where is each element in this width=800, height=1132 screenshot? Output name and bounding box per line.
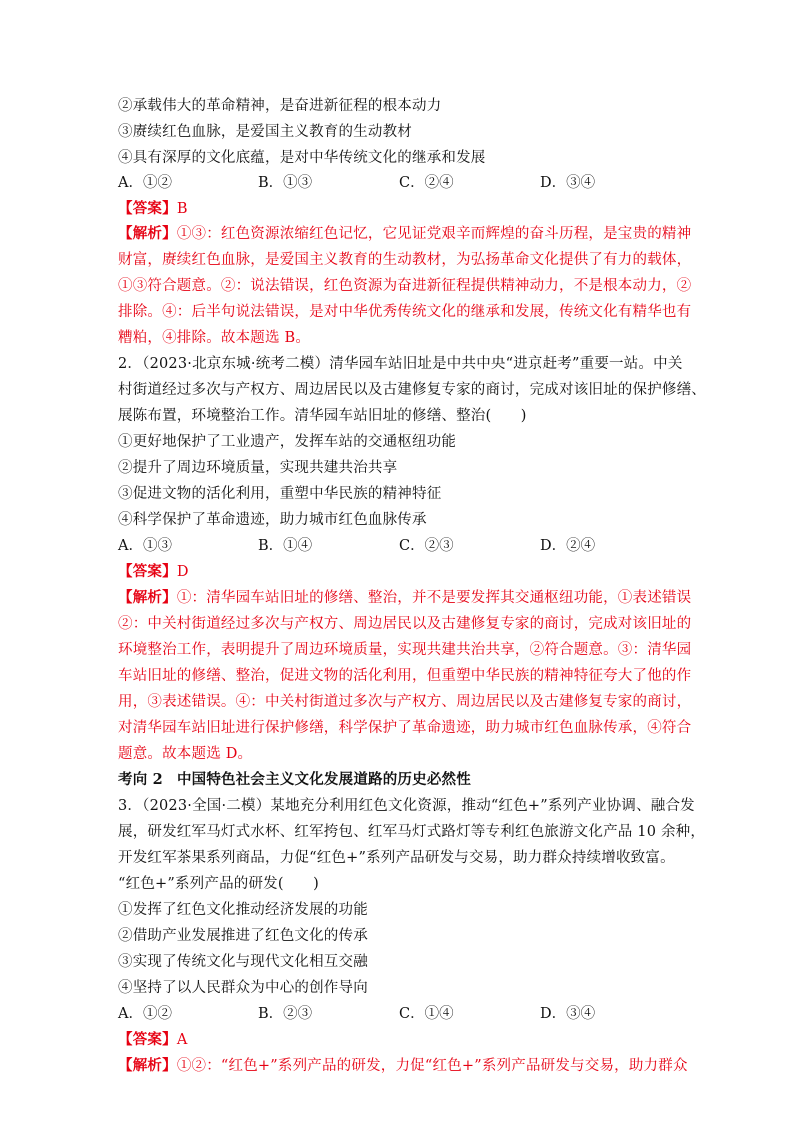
q2-option-c: C．②③: [399, 538, 454, 554]
q1-analysis-line-2: 财富，赓续红色血脉，是爱国主义教育的生动教材，为弘扬革命文化提供了有力的载体，: [118, 252, 692, 268]
q1-item-2: ②承载伟大的革命精神，是奋进新征程的根本动力: [118, 98, 442, 114]
q2-analysis-line-7: 题意。故本题选 D。: [118, 746, 253, 762]
q1-analysis-label: 【解析】: [118, 225, 177, 242]
section-heading: [118, 770, 688, 790]
q2-analysis-line-5: 用，③表述错误。④：中关村街道过多次与产权方、周边居民以及古建修复专家的商讨，: [118, 694, 692, 710]
q2-options: [118, 536, 688, 556]
q2-analysis-line-2: ②：中关村街道经过多次与产权方、周边居民以及古建修复专家的商讨，完成对该旧址的: [118, 616, 692, 632]
q1-answer: [118, 199, 688, 219]
q2-analysis-line-4: 车站旧址的修缮、整治，促进文物的活化利用，但重塑中华民族的精神特征夸大了他的作: [118, 668, 692, 684]
section-title: 中国特色社会主义文化发展道路的历史必然性: [176, 771, 471, 788]
q2-answer: [118, 562, 688, 582]
q3-stem-line-3: 开发红军茶果系列商品，力促“红色+”系列产品研发与交易，助力群众持续增收致富。: [118, 850, 675, 866]
q1-option-b: B．①③: [258, 175, 313, 191]
q1-analysis-line-4: 排除。④：后半句说法错误，是对中华优秀传统文化的继承和发展，传统文化有精华也有: [118, 304, 692, 320]
q3-stem-line-1: 3．（2023·全国·二模）某地充分利用红色文化资源，推动“红色+”系列产业协调、融合发: [118, 798, 695, 814]
q1-option-a: A．①②: [118, 175, 172, 191]
q3-item-4: ④坚持了以人民群众为中心的创作导向: [118, 980, 368, 996]
q1-analysis-line-5: 糟粕，④排除。故本题选 B。: [118, 330, 311, 346]
q2-item-2: ②提升了周边环境质量，实现共建共治共享: [118, 460, 398, 476]
q2-item-3: ③促进文物的活化利用，重塑中华民族的精神特征: [118, 486, 442, 502]
q3-item-3: ③实现了传统文化与现代文化相互交融: [118, 954, 368, 970]
q2-option-b: B．①④: [258, 538, 313, 554]
q1-item-4: ④具有深厚的文化底蕴，是对中华传统文化的继承和发展: [118, 150, 486, 166]
q1-options: [118, 173, 688, 193]
q2-item-4: ④科学保护了革命遗迹，助力城市红色血脉传承: [118, 512, 427, 528]
q3-option-b: B．②③: [258, 1006, 313, 1022]
q1-option-d: D．③④: [540, 175, 596, 191]
q2-option-d: D．②④: [540, 538, 596, 554]
q3-analysis-line-1: 【解析】①②：“红色+”系列产品的研发，力促“红色+”系列产品研发与交易，助力群众: [118, 1057, 688, 1074]
q2-stem-line-1: 2．（2023·北京东城·统考二模）清华园车站旧址是中共中央“进京赶考”重要一站。中关: [118, 356, 683, 372]
q3-stem-line-4: “红色+”系列产品的研发( ): [118, 876, 319, 892]
q1-option-c: C．②④: [399, 175, 454, 191]
q3-answer-value: A: [176, 1032, 188, 1048]
q2-analysis-line-6: 对清华园车站旧址进行保护修缮，科学保护了革命遗迹，助力城市红色血脉传承，④符合: [118, 720, 692, 736]
q2-stem-line-3: 展陈布置，环境整治工作。清华园车站旧址的修缮、整治( ): [118, 408, 527, 424]
q2-answer-label: 【答案】: [118, 563, 177, 580]
q2-analysis-line-3: 环境整治工作，表明提升了周边环境质量，实现共建共治共享，②符合题意。③：清华园: [118, 642, 692, 658]
q2-item-1: ①更好地保护了工业遗产，发挥车站的交通枢纽功能: [118, 434, 457, 450]
q2-answer-value: D: [176, 564, 189, 580]
q2-option-a: A．①③: [118, 538, 172, 554]
q3-option-d: D．③④: [540, 1006, 596, 1022]
q2-analysis-line-1: 【解析】①：清华园车站旧址的修缮、整治，并不是要发挥其交通枢纽功能，①表述错误: [118, 589, 692, 606]
q1-item-3: ③赓续红色血脉，是爱国主义教育的生动教材: [118, 124, 412, 140]
q2-stem-line-2: 村街道经过多次与产权方、周边居民以及古建修复专家的商讨，完成对该旧址的保护修缮、: [118, 382, 706, 398]
q3-answer: [118, 1030, 688, 1050]
q3-option-a: A．①②: [118, 1006, 172, 1022]
q3-item-1: ①发挥了红色文化推动经济发展的功能: [118, 902, 368, 918]
q1-analysis-line-3: ①③符合题意。②：说法错误，红色资源为奋进新征程提供精神动力，不是根本动力，②: [118, 278, 692, 294]
q3-options: [118, 1004, 688, 1024]
q3-item-2: ②借助产业发展推进了红色文化的传承: [118, 928, 368, 944]
section-label: 考向 2: [118, 771, 163, 788]
q3-stem-line-2: 展，研发红军马灯式水杯、红军挎包、红军马灯式路灯等专利红色旅游文化产品 10 余种，: [118, 824, 706, 840]
q2-analysis-label: 【解析】: [118, 589, 177, 606]
q1-answer-value: B: [176, 201, 188, 217]
q1-analysis-line-1: 【解析】①③：红色资源浓缩红色记忆，它见证党艰辛而辉煌的奋斗历程，是宝贵的精神: [118, 225, 692, 242]
q3-answer-label: 【答案】: [118, 1031, 177, 1048]
q3-option-c: C．①④: [399, 1006, 454, 1022]
q3-analysis-label: 【解析】: [118, 1057, 177, 1074]
q1-answer-label: 【答案】: [118, 200, 177, 217]
